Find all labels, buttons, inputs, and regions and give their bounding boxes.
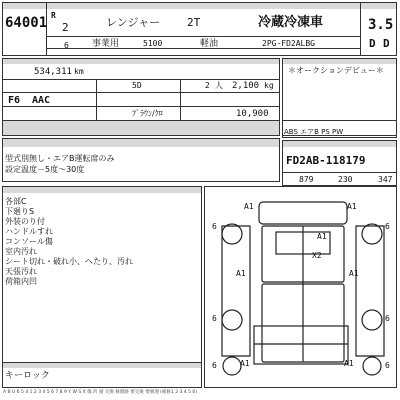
mark-front-right: A1 — [347, 202, 357, 211]
mark-b6-left-rear: 6 — [212, 361, 217, 370]
footer-legend: A B U 6 5 4 1 2 3 4 5 6 7 8 9 Y W S X 傷 凹 錆 交換 修理跡 要交換 要修理 (補修1 2 3 4 5 6) — [3, 390, 197, 395]
condition-note-item: シート切れ・破れ小、へたり、汚れ — [5, 257, 133, 266]
body-type: 冷蔵冷凍車 — [258, 15, 324, 30]
height: 347 — [378, 175, 393, 184]
air-conditioning: AAC — [32, 95, 51, 106]
mark-b6-right-rear: 6 — [385, 361, 390, 370]
mileage-unit: km — [74, 67, 84, 76]
condition-note-item: コンソール傷 — [5, 237, 53, 246]
door-count: 5D — [132, 81, 142, 90]
shift-type: F6 — [8, 95, 21, 106]
tonnage: 2T — [187, 16, 201, 29]
fuel-type: 軽油 — [200, 39, 219, 49]
mark-b6-right-front: 6 — [385, 222, 390, 231]
condition-note-item: 荷箱内凹 — [5, 277, 37, 286]
make-model: レンジャー — [106, 16, 161, 29]
header-label-strip — [3, 3, 396, 9]
vehicle-weight: 10,900 — [236, 109, 269, 119]
capacity-unit: 人 — [215, 81, 223, 90]
condition-note-item: 外装のり付 — [5, 217, 45, 226]
registration-month: 6 — [64, 41, 69, 50]
selling-points: ＊オークションデビュー＊ — [288, 66, 384, 75]
condition-note-item: 天張汚れ — [5, 267, 37, 276]
era-code: R — [51, 11, 56, 20]
load-capacity: 2,100 — [232, 81, 260, 91]
mark-rear-left: A1 — [240, 359, 250, 368]
exterior-grade: D — [383, 37, 390, 50]
vehicle-diagram — [204, 186, 397, 388]
condition-note-item: 室内汚れ — [5, 247, 37, 256]
mark-b6-left-mid: 6 — [212, 314, 217, 323]
mark-b6-left-front: 6 — [212, 222, 217, 231]
condition-note-item: 下廻りS — [5, 207, 35, 216]
registration-year: 2 — [62, 21, 69, 34]
body-color: ﾌﾞﾗｳﾝ/ｸﾛ — [132, 109, 163, 118]
load-unit: kg — [264, 81, 274, 90]
length: 879 — [299, 175, 314, 184]
capacity-persons: 2 — [205, 81, 210, 90]
model-code: 2PG-FD2ALBG — [262, 39, 315, 48]
mark-rear-right: A1 — [344, 359, 354, 368]
chassis-number: FD2AB-118179 — [286, 154, 366, 167]
mileage: 534,311 — [34, 67, 72, 77]
overall-score: 3.5 — [368, 17, 394, 33]
lot-number: 64001 — [5, 15, 48, 31]
mark-center: X2 — [312, 251, 322, 260]
width: 230 — [338, 175, 353, 184]
inspector-note-2: 設定温度－5度～30度 — [5, 165, 85, 174]
mark-right-side: A1 — [349, 269, 359, 278]
displacement: 5100 — [143, 39, 163, 48]
condition-note-item: 各部C — [5, 197, 27, 206]
equipment: ABS エアB PS PW — [284, 128, 344, 136]
condition-note-item: ハンドルすれ — [5, 227, 53, 236]
inspector-note-1: 型式別無し・エアB運転席のみ — [5, 154, 115, 163]
mark-front-left: A1 — [244, 202, 254, 211]
interior-grade: D — [369, 37, 376, 50]
mark-roof: A1 — [317, 232, 327, 241]
mark-left-side: A1 — [236, 269, 246, 278]
mark-b6-right-mid: 6 — [385, 314, 390, 323]
bottom-note: キーロック — [5, 371, 50, 381]
usage: 事業用 — [92, 39, 120, 49]
